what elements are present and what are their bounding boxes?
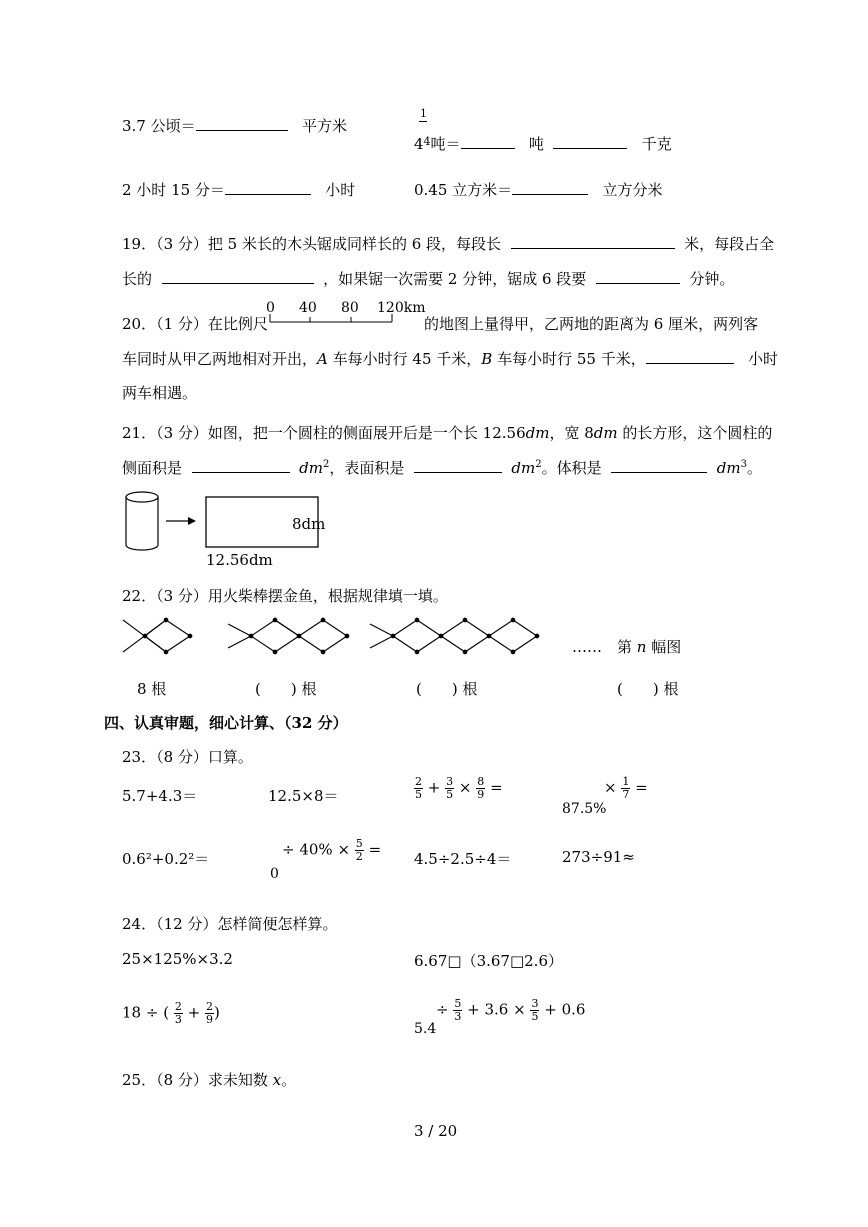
car-a-label: A [317,350,328,368]
numerator: 8 [477,775,485,788]
q24-title: 24．（12 分）怎样简便怎样算。 [122,915,338,933]
q18-c-text: 2 小时 15 分＝ [122,181,225,199]
op: × [604,778,617,797]
unit-dm: dm [593,424,618,442]
var-x: x [272,1071,282,1089]
q18-b-super: 4 [423,135,431,148]
q25-text: 25．（8 分）求未知数 [122,1071,273,1089]
nth-suffix: 幅图 [651,638,682,656]
fish-2-count-blank[interactable]: ( ) 根 [255,680,317,698]
op: + [427,778,441,797]
q18-b-unit1: 吨＝ [430,135,461,153]
q19-text-end: 米，每段占全 [684,235,775,253]
q21-text-b: ，宽 8 [549,424,594,442]
q18-d-text: 0.45 立方米＝ [414,181,513,199]
fraction [205,1001,214,1026]
sup-2: 2 [322,459,330,470]
answer-blank[interactable] [461,134,515,149]
numerator: 2 [174,1000,182,1013]
q19-line1 [122,233,774,254]
denominator: 7 [622,788,630,801]
answer-blank[interactable] [511,234,675,249]
q21-text-c: 的长方形，这个圆柱的 [617,424,773,442]
page-number: 3 / 20 [414,1122,458,1140]
q18-item-d [414,179,663,200]
fraction [476,776,485,801]
q23-expr: 12.5×8＝ [268,787,339,805]
q24-expr-3 [122,1001,220,1026]
q20-text-end: 小时 [748,350,779,368]
fraction [414,776,423,801]
unit-dm: dm [511,459,536,477]
q22-nth-figure [572,636,681,657]
q20-line3: 两车相遇。 [122,384,198,402]
nth-prefix: …… 第 [572,638,633,656]
q21-line2 [122,457,762,478]
q24-expr: 6.67□（3.67□2.6） [414,952,563,970]
q18-b-unit3: 千克 [641,135,672,153]
fish-3-count-blank[interactable]: ( ) 根 [416,680,478,698]
op: = [635,778,648,797]
scale-label: 120km [377,300,426,316]
q18-b-whole: 4 [414,135,424,153]
fish-1 [123,618,192,654]
numerator: 3 [531,997,539,1010]
answer-blank[interactable] [611,458,707,473]
op: ÷ 40% × [282,840,351,859]
scale-label: 80 [341,300,359,316]
fraction [621,776,630,801]
denominator: 5 [446,788,454,801]
numerator: 2 [205,1000,213,1013]
op: = [368,840,382,859]
q18-d-unit: 立方分米 [602,181,663,199]
q23-zero: 0 [270,866,279,882]
section-4-title: 四、认真审题，细心计算、（32 分） [104,714,348,732]
cylinder-top [126,492,158,502]
answer-blank[interactable] [225,180,311,195]
q18-item-b [414,133,672,154]
sup-2: 2 [535,459,542,470]
q20-line1-end: 的地图上量得甲，乙两地的距离为 6 厘米，两列客 [424,315,759,333]
op: ) [213,1003,220,1022]
q21-line1 [122,422,772,443]
q25-end: 。 [281,1071,297,1089]
q21-text-a2: 侧面积是 [122,459,183,477]
q23-expr: 0.6²+0.2²＝ [122,850,210,868]
denominator: 3 [174,1013,182,1026]
q18-a-unit: 平方米 [301,117,347,135]
op: 18 ÷ ( [122,1003,170,1022]
q20-text-b: 车每小时行 45 千米， [327,350,482,368]
q23-expr-div [282,838,381,863]
fraction [453,998,462,1023]
q20-text-c: 车每小时行 55 千米， [492,350,646,368]
unit-dm: dm [299,459,323,477]
sup-3: 3 [740,459,747,470]
q18-b-fraction-numerator: 1 [420,107,427,120]
q25-title [122,1069,296,1090]
arrow-head [188,517,196,525]
q19-text-c: 分钟。 [689,270,735,288]
answer-blank[interactable] [512,180,588,195]
q24-expr-4 [436,998,585,1023]
answer-blank[interactable] [192,458,290,473]
numerator: 1 [622,775,630,788]
q18-item-c [122,179,355,200]
op: ÷ [436,1000,449,1019]
op: + [187,1003,201,1022]
denominator: 9 [477,788,485,801]
nth-n: n [636,638,647,656]
scale-label: 40 [299,300,317,316]
q18-c-unit: 小时 [325,181,356,199]
fish-3 [370,618,539,654]
numerator: 3 [446,775,454,788]
answer-blank[interactable] [196,116,288,131]
q18-b-unit2: 吨 [528,135,544,153]
q23-pct: 87.5% [562,801,607,817]
answer-blank[interactable] [646,349,734,364]
numerator: 5 [454,997,462,1010]
q23-expr: 5.7+4.3＝ [122,787,198,805]
q23-expr-pct-fraction [604,776,648,801]
denominator: 9 [205,1013,213,1026]
denominator: 2 [355,850,363,863]
q24-expr: 25×125%×3.2 [122,950,233,968]
q19-text: 19．（3 分）把 5 米长的木头锯成同样长的 6 段，每段长 [122,235,502,253]
q18-b-fraction-bar [419,121,427,122]
denominator: 5 [415,788,422,801]
q21-text-c2: 。体积是 [541,459,602,477]
q21-text-a: 21．（3 分）如图，把一个圆柱的侧面展开后是一个长 12.56 [122,424,526,442]
q20-prefix: 20．（1 分）在比例尺 [122,315,268,333]
numerator: 2 [415,775,422,788]
q18-a-text: 3.7 公顷＝ [122,117,196,135]
q18-item-a [122,115,347,136]
q19-text-b: ，如果锯一次需要 2 分钟，锯成 6 段要 [323,270,587,288]
q19-line2 [122,268,734,289]
fish-2 [228,618,349,654]
op: + 0.6 [544,1000,586,1019]
q23-expr: 4.5÷2.5÷4＝ [414,850,512,868]
scale-label: 0 [266,300,275,316]
q20-text-a: 车同时从甲乙两地相对开出， [122,350,318,368]
unit-dm: dm [716,459,741,477]
numerator: 5 [355,837,363,850]
op: = [490,778,503,797]
fraction [445,776,454,801]
answer-blank[interactable] [414,458,502,473]
op: × [458,778,472,797]
rect-width-label: 8dm [292,515,326,533]
q23-title: 23．（8 分）口算。 [122,748,253,766]
fish-1-count: 8 根 [137,680,167,698]
q20-line2 [122,348,778,369]
matchstick-fish-figure [118,612,548,668]
q19-text-a: 长的 [122,270,153,288]
q21-text-b2: ，表面积是 [329,459,405,477]
answer-blank[interactable] [553,134,627,149]
fraction [174,1001,183,1026]
car-b-label: B [481,350,493,368]
answer-blank[interactable] [162,269,314,284]
q22-text: 22．（3 分）用火柴棒摆金鱼，根据规律填一填。 [122,587,448,605]
q23-expr: 273÷91≈ [562,848,635,866]
q21-end: 。 [746,459,762,477]
fish-n-count-blank[interactable]: ( ) 根 [617,680,679,698]
rect-length-label: 12.56dm [206,551,273,569]
denominator: 5 [531,1010,539,1023]
op: + 3.6 × [467,1000,526,1019]
denominator: 3 [454,1010,462,1023]
unit-dm: dm [525,424,550,442]
fraction [355,838,364,863]
answer-blank[interactable] [596,269,680,284]
cylinder-bottom [126,545,158,550]
q23-expr-fraction [414,776,503,801]
q24-whole: 5.4 [414,1021,437,1037]
fraction [530,998,539,1023]
